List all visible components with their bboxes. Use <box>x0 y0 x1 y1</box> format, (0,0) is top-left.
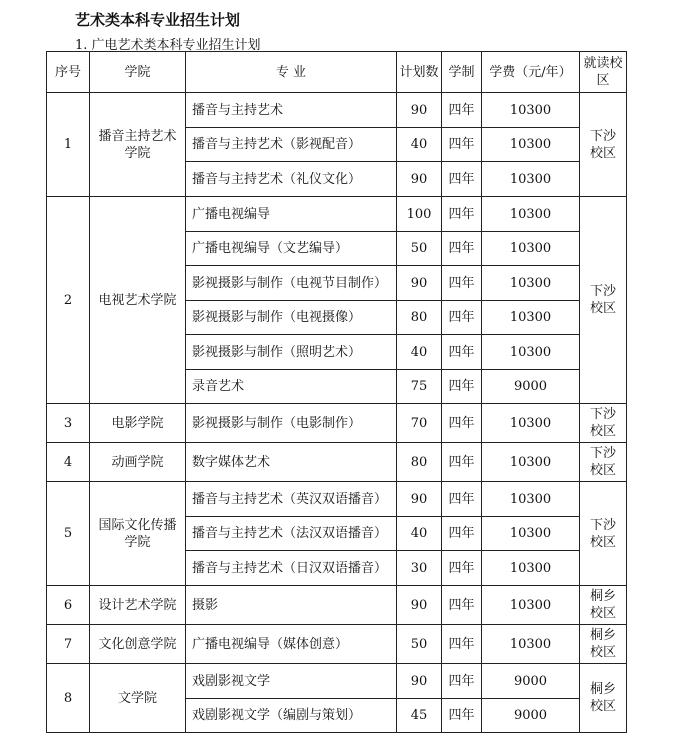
years-cell: 四年 <box>442 699 482 733</box>
years-cell: 四年 <box>442 232 482 266</box>
major-cell: 广播电视编导 <box>186 197 397 232</box>
major-cell: 广播电视编导（文艺编导） <box>186 232 397 266</box>
plan-cell: 80 <box>397 301 442 335</box>
seq-cell: 1 <box>47 93 90 197</box>
major-cell: 摄影 <box>186 586 397 625</box>
major-cell: 播音与主持艺术（日汉双语播音） <box>186 551 397 586</box>
seq-cell: 6 <box>47 586 90 625</box>
campus-cell: 桐乡校区 <box>580 625 627 664</box>
header-years: 学制 <box>442 52 482 93</box>
years-cell: 四年 <box>442 335 482 370</box>
plan-cell: 45 <box>397 699 442 733</box>
fee-cell: 10300 <box>482 266 580 301</box>
header-plan: 计划数 <box>397 52 442 93</box>
table-row <box>47 197 627 232</box>
major-cell: 影视摄影与制作（照明艺术） <box>186 335 397 370</box>
table-row <box>47 443 627 482</box>
seq-cell: 8 <box>47 664 90 733</box>
table-header-row <box>47 52 627 93</box>
campus-cell: 下沙校区 <box>580 443 627 482</box>
major-cell: 录音艺术 <box>186 370 397 404</box>
years-cell: 四年 <box>442 404 482 443</box>
years-cell: 四年 <box>442 162 482 197</box>
header-fee: 学费（元/年） <box>482 52 580 93</box>
fee-cell: 10300 <box>482 232 580 266</box>
fee-cell: 10300 <box>482 625 580 664</box>
seq-cell: 7 <box>47 625 90 664</box>
major-cell: 播音与主持艺术（法汉双语播音） <box>186 517 397 551</box>
college-cell: 电影学院 <box>90 404 186 443</box>
table-row <box>47 625 627 664</box>
plan-cell: 30 <box>397 551 442 586</box>
major-cell: 广播电视编导（媒体创意） <box>186 625 397 664</box>
header-seq: 序号 <box>47 52 90 93</box>
seq-cell: 5 <box>47 482 90 586</box>
table-body <box>47 93 627 733</box>
years-cell: 四年 <box>442 93 482 128</box>
section-subtitle: 1. 广电艺术类本科专业招生计划 <box>75 38 261 53</box>
fee-cell: 10300 <box>482 517 580 551</box>
years-cell: 四年 <box>442 301 482 335</box>
header-major: 专 业 <box>186 52 397 93</box>
plan-cell: 80 <box>397 443 442 482</box>
college-cell: 国际文化传播学院 <box>90 482 186 586</box>
years-cell: 四年 <box>442 586 482 625</box>
major-cell: 戏剧影视文学（编剧与策划） <box>186 699 397 733</box>
years-cell: 四年 <box>442 664 482 699</box>
fee-cell: 10300 <box>482 482 580 517</box>
college-cell: 文化创意学院 <box>90 625 186 664</box>
fee-cell: 10300 <box>482 443 580 482</box>
header-college: 学院 <box>90 52 186 93</box>
fee-cell: 10300 <box>482 162 580 197</box>
table-row <box>47 664 627 699</box>
fee-cell: 10300 <box>482 301 580 335</box>
college-cell: 电视艺术学院 <box>90 197 186 404</box>
seq-cell: 4 <box>47 443 90 482</box>
campus-cell: 桐乡校区 <box>580 586 627 625</box>
plan-cell: 90 <box>397 162 442 197</box>
seq-cell: 2 <box>47 197 90 404</box>
fee-cell: 9000 <box>482 699 580 733</box>
major-cell: 影视摄影与制作（电视节目制作） <box>186 266 397 301</box>
table-row <box>47 93 627 128</box>
plan-cell: 90 <box>397 586 442 625</box>
campus-cell: 桐乡校区 <box>580 664 627 733</box>
fee-cell: 10300 <box>482 335 580 370</box>
plan-cell: 40 <box>397 128 442 162</box>
plan-cell: 75 <box>397 370 442 404</box>
fee-cell: 9000 <box>482 370 580 404</box>
table-row <box>47 482 627 517</box>
major-cell: 数字媒体艺术 <box>186 443 397 482</box>
plan-cell: 90 <box>397 664 442 699</box>
college-cell: 播音主持艺术学院 <box>90 93 186 197</box>
plan-cell: 90 <box>397 482 442 517</box>
plan-cell: 50 <box>397 232 442 266</box>
years-cell: 四年 <box>442 551 482 586</box>
header-campus: 就读校区 <box>580 52 627 93</box>
years-cell: 四年 <box>442 266 482 301</box>
college-cell: 文学院 <box>90 664 186 733</box>
campus-cell: 下沙校区 <box>580 93 627 197</box>
plan-cell: 90 <box>397 266 442 301</box>
page-title: 艺术类本科专业招生计划 <box>75 11 241 29</box>
years-cell: 四年 <box>442 517 482 551</box>
campus-cell: 下沙校区 <box>580 482 627 586</box>
plan-cell: 100 <box>397 197 442 232</box>
college-cell: 设计艺术学院 <box>90 586 186 625</box>
fee-cell: 9000 <box>482 664 580 699</box>
years-cell: 四年 <box>442 443 482 482</box>
major-cell: 播音与主持艺术（英汉双语播音） <box>186 482 397 517</box>
plan-cell: 50 <box>397 625 442 664</box>
major-cell: 影视摄影与制作（电影制作） <box>186 404 397 443</box>
fee-cell: 10300 <box>482 404 580 443</box>
fee-cell: 10300 <box>482 93 580 128</box>
fee-cell: 10300 <box>482 197 580 232</box>
years-cell: 四年 <box>442 370 482 404</box>
college-cell: 动画学院 <box>90 443 186 482</box>
seq-cell: 3 <box>47 404 90 443</box>
campus-cell: 下沙校区 <box>580 197 627 404</box>
years-cell: 四年 <box>442 128 482 162</box>
years-cell: 四年 <box>442 625 482 664</box>
plan-cell: 40 <box>397 517 442 551</box>
plan-cell: 40 <box>397 335 442 370</box>
major-cell: 播音与主持艺术（影视配音） <box>186 128 397 162</box>
enrollment-plan-table <box>46 51 627 733</box>
fee-cell: 10300 <box>482 586 580 625</box>
table-row <box>47 404 627 443</box>
fee-cell: 10300 <box>482 551 580 586</box>
fee-cell: 10300 <box>482 128 580 162</box>
major-cell: 播音与主持艺术 <box>186 93 397 128</box>
years-cell: 四年 <box>442 482 482 517</box>
table-row <box>47 586 627 625</box>
years-cell: 四年 <box>442 197 482 232</box>
major-cell: 戏剧影视文学 <box>186 664 397 699</box>
major-cell: 播音与主持艺术（礼仪文化） <box>186 162 397 197</box>
plan-cell: 90 <box>397 93 442 128</box>
major-cell: 影视摄影与制作（电视摄像） <box>186 301 397 335</box>
plan-cell: 70 <box>397 404 442 443</box>
campus-cell: 下沙校区 <box>580 404 627 443</box>
